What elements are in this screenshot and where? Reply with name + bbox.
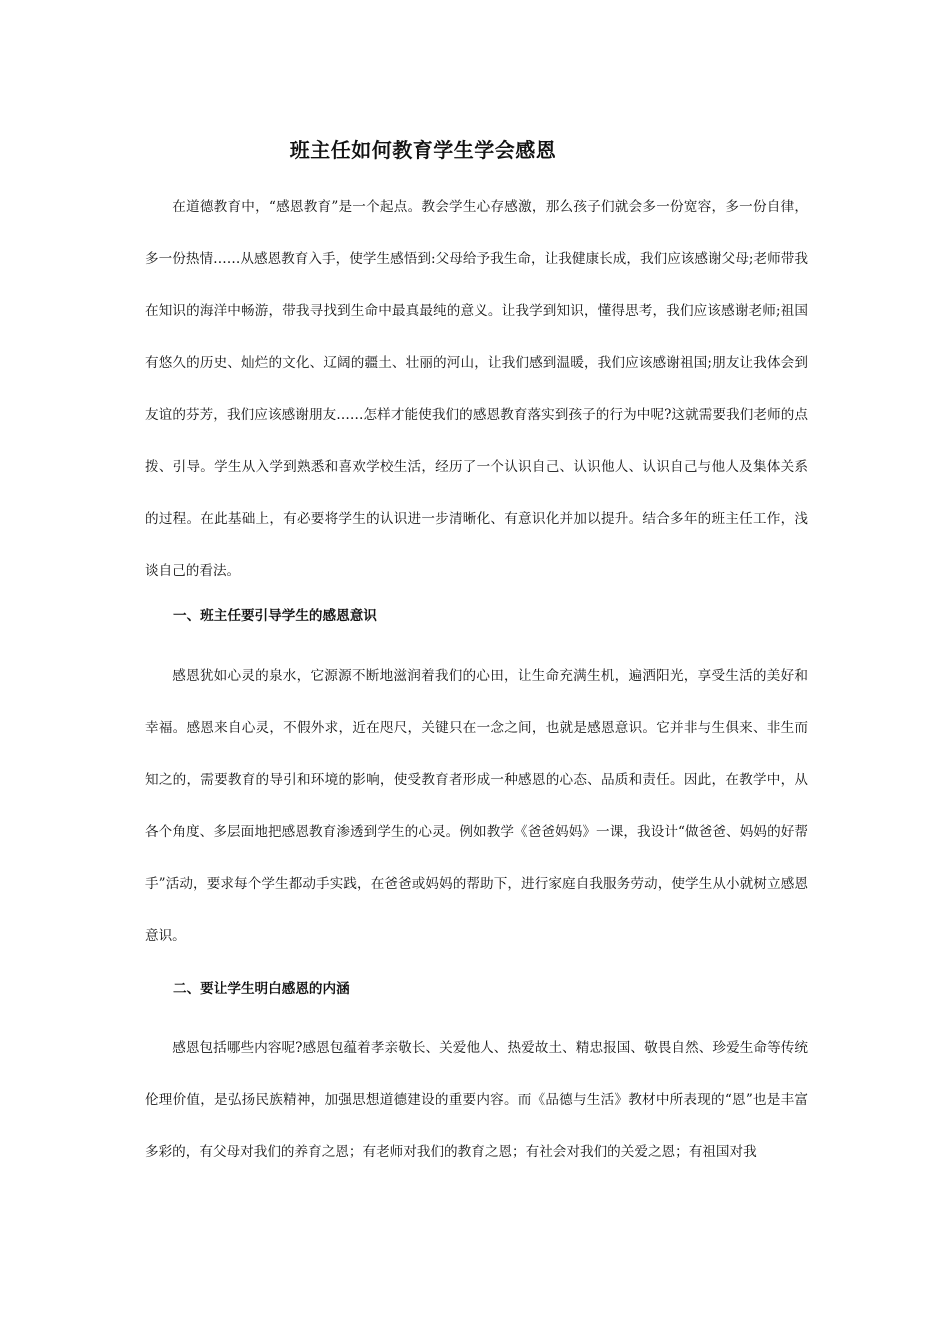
section-2-paragraph: 感恩包括哪些内容呢?感恩包蕴着孝亲敬长、关爱他人、热爱故土、精忠报国、敬畏自然、珍爱生命等传统伦理价值，是弘扬民族精神，加强思想道德建设的重要内容。而《品德与生活》教材中所表现的“恩”也是丰富多彩的，有父母对我们的养育之恩；有老师对我们的教育之恩；有社会对我们的关爱之恩；有祖国对我 [145, 1040, 808, 1160]
section-1-paragraph: 感恩犹如心灵的泉水，它源源不断地滋润着我们的心田，让生命充满生机，遍洒阳光，享受生活的美好和幸福。感恩来自心灵，不假外求，近在咫尺，关键只在一念之间，也就是感恩意识。它并非与生俱来、非生而知之的，需要教育的导引和环境的影响，使受教育者形成一种感恩的心态、品质和责任。因此，在教学中，从各个角度、多层面地把感恩教育渗透到学生的心灵。例如教学《爸爸妈妈》一课，我设计“做爸爸、妈妈的好帮手”活动，要求每个学生都动手实践，在爸爸或妈妈的帮助下，进行家庭自我服务劳动，使学生从小就树立感恩意识。 [145, 668, 808, 944]
section-heading-1: 一、班主任要引导学生的感恩意识 [173, 608, 377, 624]
section-heading-2: 二、要让学生明白感恩的内涵 [173, 981, 350, 997]
document-title: 班主任如何教育学生学会感恩 [289, 138, 557, 163]
intro-paragraph: 在道德教育中，“感恩教育”是一个起点。教会学生心存感激，那么孩子们就会多一份宽容，多一份自律，多一份热情……从感恩教育入手，使学生感悟到:父母给予我生命，让我健康长成，我们应该感谢父母;老师带我在知识的海洋中畅游，带我寻找到生命中最真最纯的意义。让我学到知识，懂得思考，我们应该感谢老师;祖国有悠久的历史、灿烂的文化、辽阔的疆土、壮丽的河山，让我们感到温暖，我们应该感谢祖国;朋友让我体会到友谊的芬芳，我们应该感谢朋友……怎样才能使我们的感恩教育落实到孩子的行为中呢?这就需要我们老师的点拨、引导。学生从入学到熟悉和喜欢学校生活，经历了一个认识自己、认识他人、认识自己与他人及集体关系的过程。在此基础上，有必要将学生的认识进一步清晰化、有意识化并加以提升。结合多年的班主任工作，浅谈自己的看法。 [145, 199, 808, 579]
